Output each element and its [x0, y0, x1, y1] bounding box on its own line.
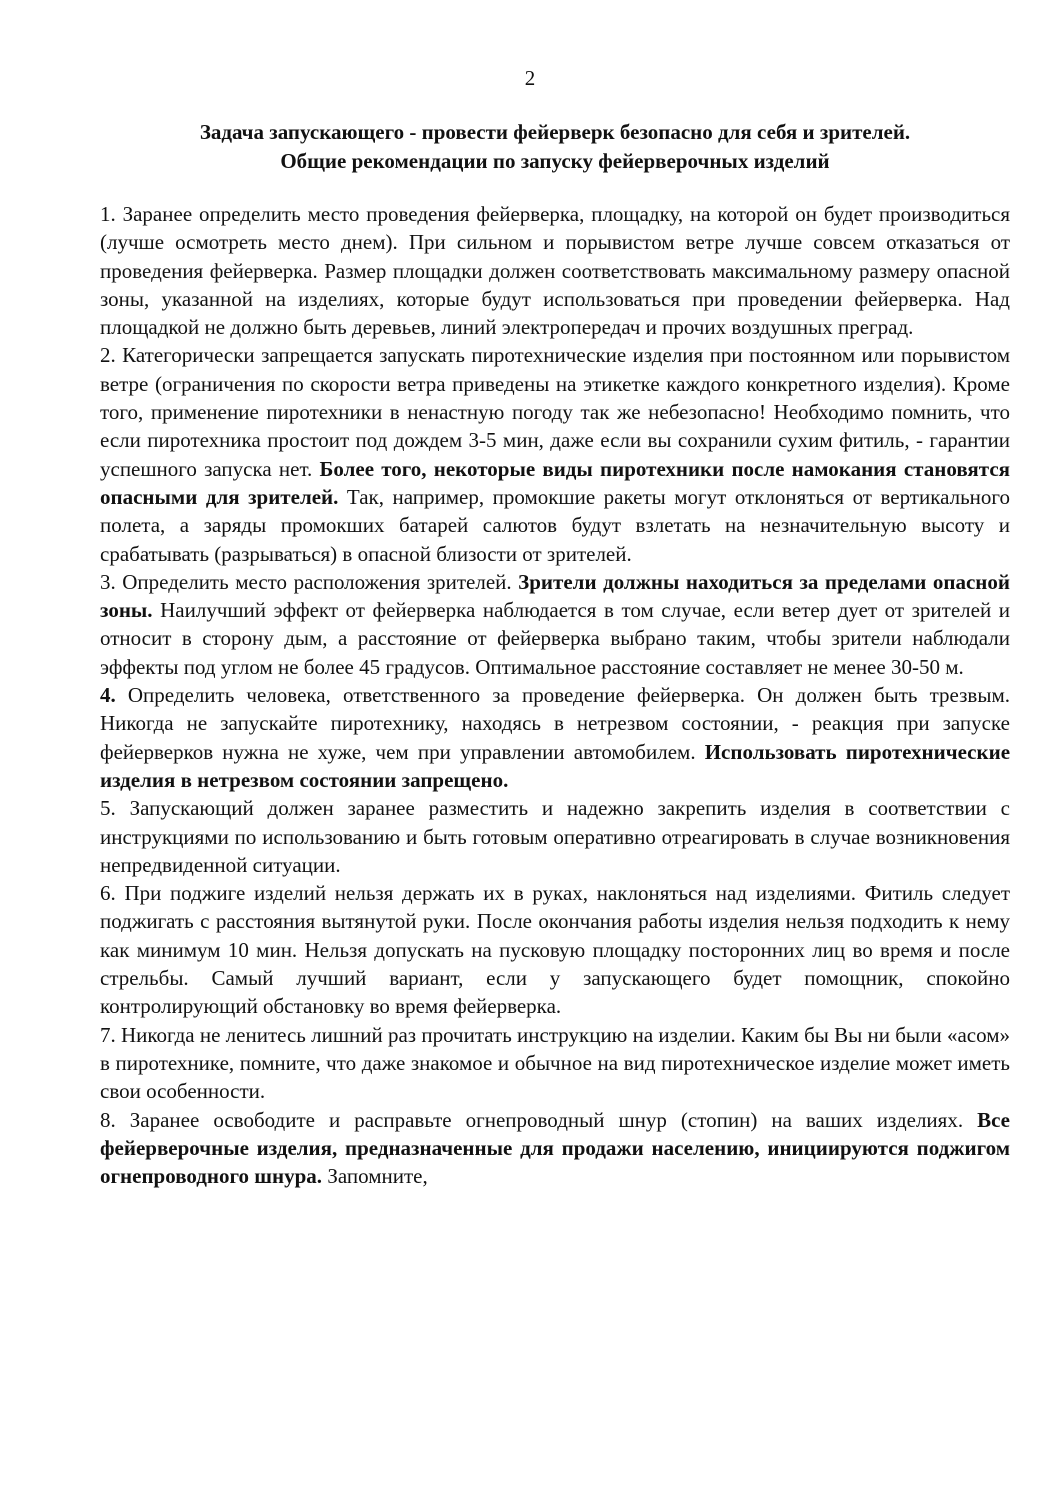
- item-number: 5.: [100, 796, 116, 821]
- item-text: Заранее освободите и расправьте огнепроводный шнур (стопин) на ваших изделиях.: [129, 1107, 978, 1132]
- item-text: Наилучший эффект от фейерверка наблюдается в том случае, если ветер дует от зрителей и относит в сторону дым, а расстояние от фейерверка выбрано таким, чтобы зрители наблюдали эффекты под углом не более 45 градусов. Оптимальное расстояние составляет не менее 30-50 м.: [100, 598, 1010, 679]
- list-item: [100, 200, 1010, 341]
- item-text: Запомните,: [322, 1164, 428, 1189]
- item-text: Запускающий должен заранее разместить и надежно закрепить изделия в соответствии с инструкциями по использованию и быть готовым оперативно отреагировать в случае возникновения непредвиденной ситуации.: [100, 796, 1011, 877]
- item-text-bold: Использовать пиротехнические изделия в нетрезвом состоянии запрещено.: [100, 739, 1011, 792]
- list-item: [100, 1021, 1010, 1106]
- item-text: Определить человека, ответственного за проведение фейерверка. Он должен быть трезвым. Никогда не запускайте пиротехнику, находясь в нетрезвом состоянии, - реакция при запуске фейерверков нужна не хуже, чем при управлении автомобилем.: [100, 683, 1010, 764]
- item-number: 3.: [100, 569, 116, 594]
- heading-block: [100, 118, 1010, 176]
- item-text: При поджиге изделий нельзя держать их в руках, наклоняться над изделиями. Фитиль следует поджигать с расстояния вытянутой руки. После окончания работы изделия нельзя подходить к нему как минимум 10 мин. Нельзя допускать на пусковую площадку посторонних лиц во время и после стрельбы. Самый лучший вариант, если у запускающего будет помощник, спокойно контролирующий обстановку во время фейерверка.: [100, 881, 1010, 1019]
- item-text: Определить место расположения зрителей.: [122, 569, 519, 594]
- item-number: 8.: [100, 1107, 116, 1132]
- item-text: Никогда не ленитесь лишний раз прочитать инструкцию на изделии. Каким бы Вы ни были «асом» в пиротехнике, помните, что даже знакомое и обычное на вид пиротехническое изделие может иметь свои особенности.: [100, 1022, 1011, 1104]
- heading-line-2: Общие рекомендации по запуску фейерверочных изделий: [280, 149, 830, 173]
- item-text: Категорически запрещается запускать пиротехнические изделия при постоянном или порывистом ветре (ограничения по скорости ветра приведены на этикетке каждого конкретного изделия). Кроме того, применение пиротехники в ненастную погоду так же небезопасно! Необходимо помнить, что если пиротехника простоит под дождем 3-5 мин, даже если вы сохранили сухим фитиль, - гарантии успешного запуска нет.: [100, 343, 1011, 481]
- list-item: [100, 794, 1010, 879]
- item-text-bold: Все фейерверочные изделия, предназначенные для продажи населению, инициируются поджигом огнепроводного шнура.: [100, 1107, 1010, 1189]
- item-text: Так, например, промокшие ракеты могут отклоняться от вертикального полета, а заряды промокших батарей салютов будут взлетать на незначительную высоту и срабатывать (разрываться) в опасной близости от зрителей.: [100, 484, 1010, 566]
- list-item: [100, 879, 1010, 1020]
- item-text-bold: Более того, некоторые виды пиротехники после намокания становятся опасными для зрителей.: [100, 456, 1010, 509]
- list-item: [100, 1106, 1010, 1191]
- item-number: 1.: [100, 202, 116, 226]
- list-item: [100, 681, 1010, 794]
- item-number: 4.: [100, 683, 116, 708]
- recommendations-list: [100, 200, 1010, 1190]
- list-item: [100, 341, 1010, 567]
- item-number: 2.: [100, 343, 116, 368]
- item-text: Заранее определить место проведения фейерверка, площадку, на которой он будет производиться (лучше осмотреть место днем). При сильном и порывистом ветре лучше совсем отказаться от проведения фейерверка. Размер площадки должен соответствовать максимальному размеру опасной зоны, указанной на изделиях, которые будут использоваться при проведении фейерверка. Над площадкой не должно быть деревьев, линий электропередач и прочих воздушных преград.: [100, 202, 1010, 340]
- heading-line-1: Задача запускающего - провести фейерверк безопасно для себя и зрителей.: [199, 120, 911, 144]
- item-number: 7.: [100, 1022, 116, 1047]
- item-number: 6.: [100, 881, 116, 906]
- item-text-bold: Зрители должны находиться за пределами опасной зоны.: [100, 569, 1010, 623]
- list-item: [100, 568, 1010, 681]
- page-number: 2: [524, 66, 536, 90]
